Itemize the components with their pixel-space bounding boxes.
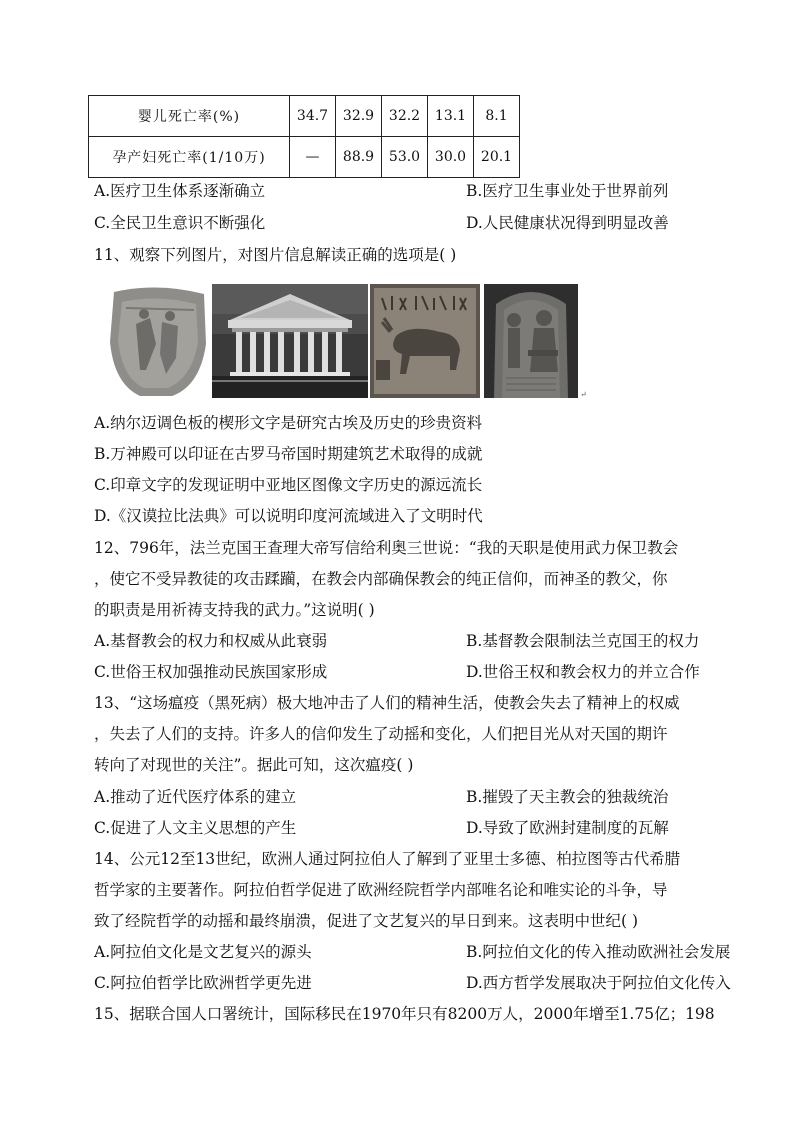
option-row xyxy=(94,662,700,682)
question-stem: 的职责是用祈祷支持我的武力。”这说明( ) xyxy=(94,601,375,619)
hammurabi-stele-image xyxy=(484,284,578,398)
question-stem: 14、公元12至13世纪，欧洲人通过阿拉伯人了解到了亚里士多德、柏拉图等古代希腊 xyxy=(94,850,681,868)
caret-mark-icon: ↵ xyxy=(580,390,587,399)
question-stem: 15、据联合国人口署统计，国际移民在1970年只有8200万人，2000年增至1.75亿；198 xyxy=(94,1005,715,1023)
question-stem: ，使它不受异教徒的攻击蹂躏，在教会内部确保教会的纯正信仰，而神圣的教父，你 xyxy=(94,570,668,588)
table-cell: 20.1 xyxy=(474,137,520,178)
table-cell: — xyxy=(290,137,336,178)
table-cell: 13.1 xyxy=(428,96,474,137)
indus-seal-image xyxy=(370,284,480,398)
question-stem: 11、观察下列图片，对图片信息解读正确的选项是( ) xyxy=(94,246,457,264)
option-a: A.基督教会的权力和权威从此衰弱 xyxy=(94,632,328,650)
option-c: C.印章文字的发现证明中亚地区图像文字历史的源远流长 xyxy=(94,476,483,494)
option-d: D.人民健康状况得到明显改善 xyxy=(466,214,669,232)
table-row xyxy=(89,96,520,137)
option-b: B.万神殿可以印证在古罗马帝国时期建筑艺术取得的成就 xyxy=(94,445,483,463)
option-c: C.世俗王权加强推动民族国家形成 xyxy=(94,663,328,681)
option-row xyxy=(94,818,669,838)
row-label: 孕产妇死亡率(1/10万) xyxy=(89,137,290,178)
row-label: 婴儿死亡率(%) xyxy=(89,96,290,137)
question-stem: ，失去了人们的支持。许多人的信仰发生了动摇和变化，人们把目光从对天国的期许 xyxy=(94,725,668,743)
table-cell: 34.7 xyxy=(290,96,336,137)
table-cell: 30.0 xyxy=(428,137,474,178)
question-stem: 转向了对现世的关注”。据此可知，这次瘟疫( ) xyxy=(94,756,414,774)
pantheon-image xyxy=(212,284,368,398)
question-stem: 12、796年，法兰克国王查理大帝写信给利奥三世说：“我的天职是使用武力保卫教会 xyxy=(94,539,679,557)
table-cell: 88.9 xyxy=(336,137,382,178)
option-d: D.导致了欧洲封建制度的瓦解 xyxy=(466,819,669,837)
table-cell: 32.9 xyxy=(336,96,382,137)
question-stem: 哲学家的主要著作。阿拉伯哲学促进了欧洲经院哲学内部唯名论和唯实论的斗争，导 xyxy=(94,881,668,899)
option-b: B.摧毁了天主教会的独裁统治 xyxy=(466,788,669,806)
option-d: D.《汉谟拉比法典》可以说明印度河流域进入了文明时代 xyxy=(94,507,483,525)
narmer-palette-image xyxy=(106,284,210,398)
table-row xyxy=(89,137,520,178)
question-stem: 13、“这场瘟疫（黑死病）极大地冲击了人们的精神生活，使教会失去了精神上的权威 xyxy=(94,694,680,712)
table-cell: 8.1 xyxy=(474,96,520,137)
question-stem: 致了经院哲学的动摇和最终崩溃，促进了文艺复兴的早日到来。这表明中世纪( ) xyxy=(94,912,639,930)
statistics-table xyxy=(88,95,520,178)
option-row xyxy=(94,973,731,993)
option-b: B.阿拉伯文化的传入推动欧洲社会发展 xyxy=(466,943,731,961)
table-cell: 32.2 xyxy=(382,96,428,137)
option-b: B.医疗卫生事业处于世界前列 xyxy=(466,182,669,200)
option-row xyxy=(94,181,669,201)
option-row xyxy=(94,631,700,651)
option-c: C.全民卫生意识不断强化 xyxy=(94,214,266,232)
option-b: B.基督教会限制法兰克国王的权力 xyxy=(466,632,700,650)
option-row xyxy=(94,213,669,233)
option-c: C.促进了人文主义思想的产生 xyxy=(94,819,297,837)
option-d: D.世俗王权和教会权力的并立合作 xyxy=(466,663,700,681)
option-row xyxy=(94,787,669,807)
option-a: A.阿拉伯文化是文艺复兴的源头 xyxy=(94,943,312,961)
option-c: C.阿拉伯哲学比欧洲哲学更先进 xyxy=(94,974,312,992)
option-row xyxy=(94,942,731,962)
option-a: A.推动了近代医疗体系的建立 xyxy=(94,788,297,806)
option-a: A.纳尔迈调色板的楔形文字是研究古埃及历史的珍贵资料 xyxy=(94,414,483,432)
table-cell: 53.0 xyxy=(382,137,428,178)
option-d: D.西方哲学发展取决于阿拉伯文化传入 xyxy=(466,974,731,992)
option-a: A.医疗卫生体系逐渐确立 xyxy=(94,182,266,200)
